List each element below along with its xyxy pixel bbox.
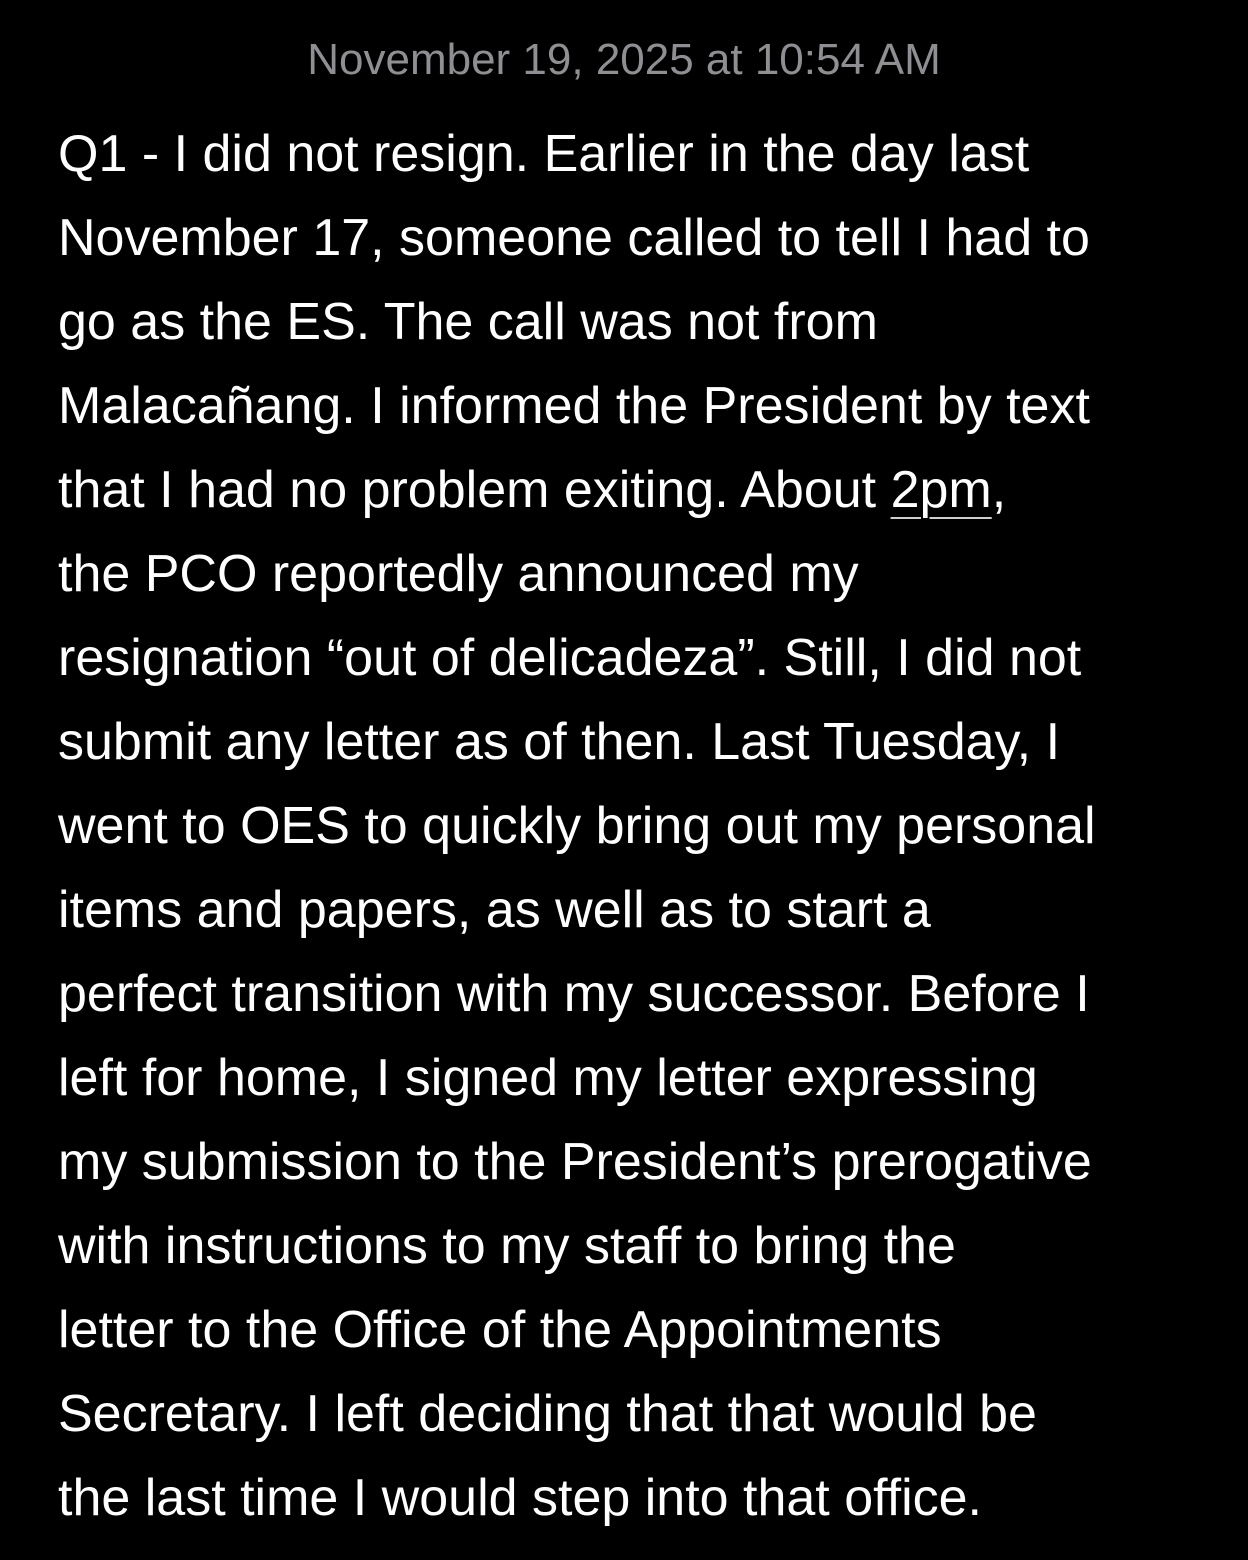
note-line: my submission to the President’s prerogative (58, 1133, 1092, 1191)
note-line: perfect transition with my successor. Before I (58, 965, 1090, 1023)
note-line: resignation “out of delicadeza”. Still, I did not (58, 629, 1082, 687)
note-body[interactable] (58, 112, 1228, 1540)
comma-text: , (991, 461, 1007, 519)
note-line: the PCO reportedly announced my (58, 545, 859, 603)
note-line: Secretary. I left deciding that that would be (58, 1385, 1037, 1443)
time-link-2pm[interactable]: 2pm (890, 461, 992, 519)
note-line-text: that I had no problem exiting. About (58, 461, 891, 519)
note-line: left for home, I signed my letter expressing (58, 1049, 1038, 1107)
note-line: with instructions to my staff to bring the (58, 1217, 956, 1275)
note-line: November 17, someone called to tell I had to (58, 209, 1090, 267)
note-date: November 19, 2025 at 10:54 AM (307, 35, 941, 84)
note-line: went to OES to quickly bring out my personal (58, 797, 1096, 855)
note-line: go as the ES. The call was not from (58, 293, 878, 351)
note-line: the last time I would step into that office. (58, 1469, 982, 1527)
note-line: submit any letter as of then. Last Tuesday, I (58, 713, 1061, 771)
note-line: Q1 - I did not resign. Earlier in the day last (58, 125, 1030, 183)
note-line: items and papers, as well as to start a (58, 881, 931, 939)
note-line: Malacañang. I informed the President by text (58, 377, 1090, 435)
note-line: letter to the Office of the Appointments (58, 1301, 942, 1359)
note-line-with-link (58, 448, 1228, 532)
